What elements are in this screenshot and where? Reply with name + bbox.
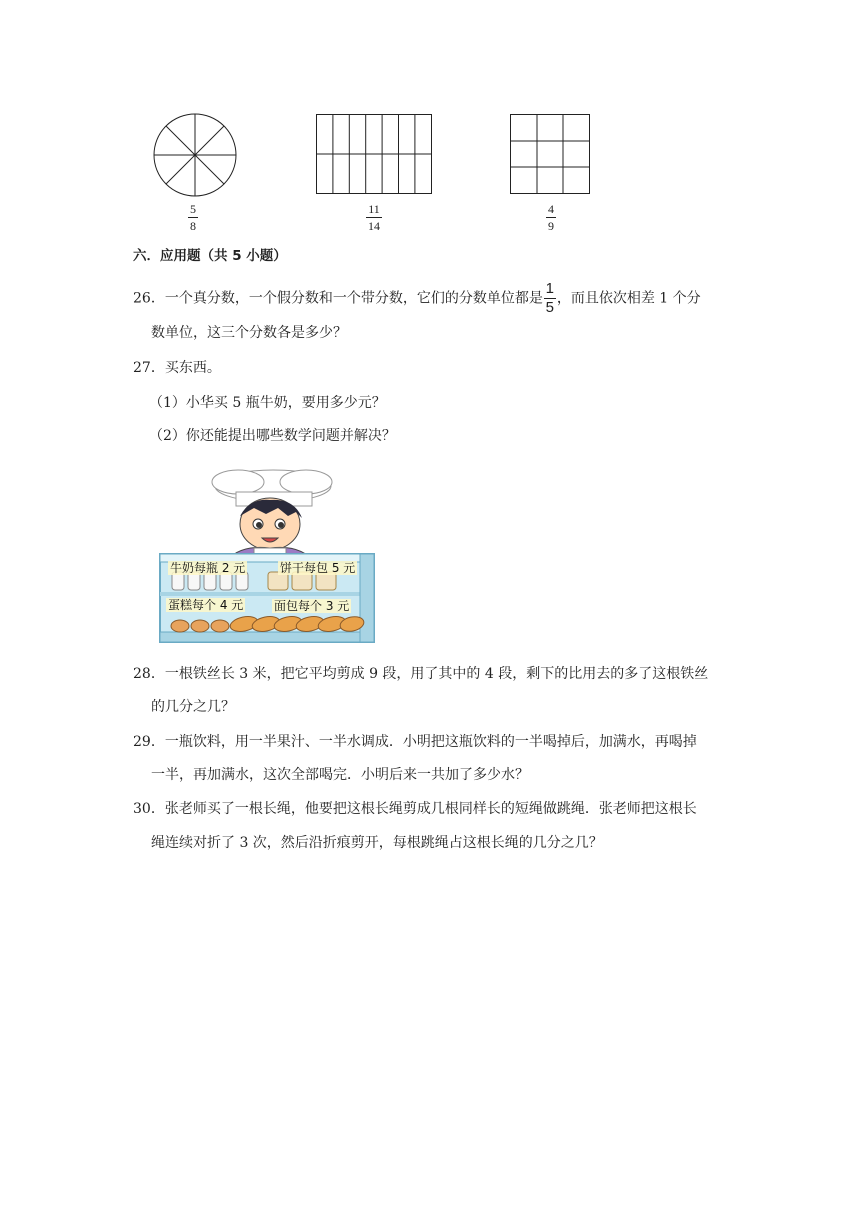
price-tag-bread: 面包每个 3 元 — [274, 599, 350, 613]
q26-text-post: ，而且依次相差 1 个分 — [556, 290, 701, 307]
price-tag-cake: 蛋糕每个 4 元 — [168, 598, 244, 612]
question-29-line1: 29．一瓶饮料，用一半果汁、一半水调成．小明把这瓶饮料的一半喝掉后，加满水，再喝掉 — [133, 734, 697, 750]
fraction-one-fifth — [544, 282, 556, 315]
question-28-line2: 的几分之几？ — [151, 699, 235, 715]
question-30-line2: 绳连续对折了 3 次，然后沿折痕剪开，每根跳绳占这根长绳的几分之几？ — [151, 835, 603, 851]
figure-grid-fraction — [546, 203, 556, 232]
section-title: 六．应用题（共 5 小题） — [133, 248, 287, 264]
question-27-title: 27．买东西。 — [133, 360, 221, 376]
price-tag-biscuit: 饼干每包 5 元 — [280, 561, 356, 575]
question-26-line2: 数单位，这三个分数各是多少？ — [151, 325, 347, 341]
figure-rectangle-strips — [316, 114, 432, 194]
figure-rectangle-fraction — [366, 203, 382, 232]
fraction-denominator: 14 — [368, 219, 380, 233]
bakery-illustration — [158, 468, 380, 644]
figure-circle-fraction — [188, 203, 198, 232]
fraction-denominator: 8 — [190, 219, 196, 233]
fraction-numerator: 11 — [368, 202, 380, 216]
fraction-numerator: 4 — [548, 202, 554, 216]
fraction-denominator: 9 — [548, 219, 554, 233]
question-28-line1: 28．一根铁丝长 3 米，把它平均剪成 9 段，用了其中的 4 段，剩下的比用去的多了这根铁丝 — [133, 666, 709, 682]
fraction-numerator: 5 — [190, 202, 196, 216]
fraction-numerator: 1 — [545, 280, 554, 297]
question-30-line1: 30．张老师买了一根长绳，他要把这根长绳剪成几根同样长的短绳做跳绳．张老师把这根长 — [133, 801, 697, 817]
q26-text-pre: 26．一个真分数，一个假分数和一个带分数，它们的分数单位都是 — [133, 290, 543, 307]
question-27-sub1: （1）小华买 5 瓶牛奶，要用多少元？ — [149, 395, 386, 411]
question-26-line1 — [133, 282, 753, 315]
question-29-line2: 一半，再加满水，这次全部喝完．小明后来一共加了多少水？ — [151, 767, 529, 783]
fraction-denominator: 5 — [545, 299, 554, 316]
question-27-sub2: （2）你还能提出哪些数学问题并解决？ — [149, 428, 396, 444]
price-tag-milk: 牛奶每瓶 2 元 — [170, 561, 246, 575]
figure-grid — [510, 114, 590, 194]
figure-circle — [152, 112, 238, 198]
